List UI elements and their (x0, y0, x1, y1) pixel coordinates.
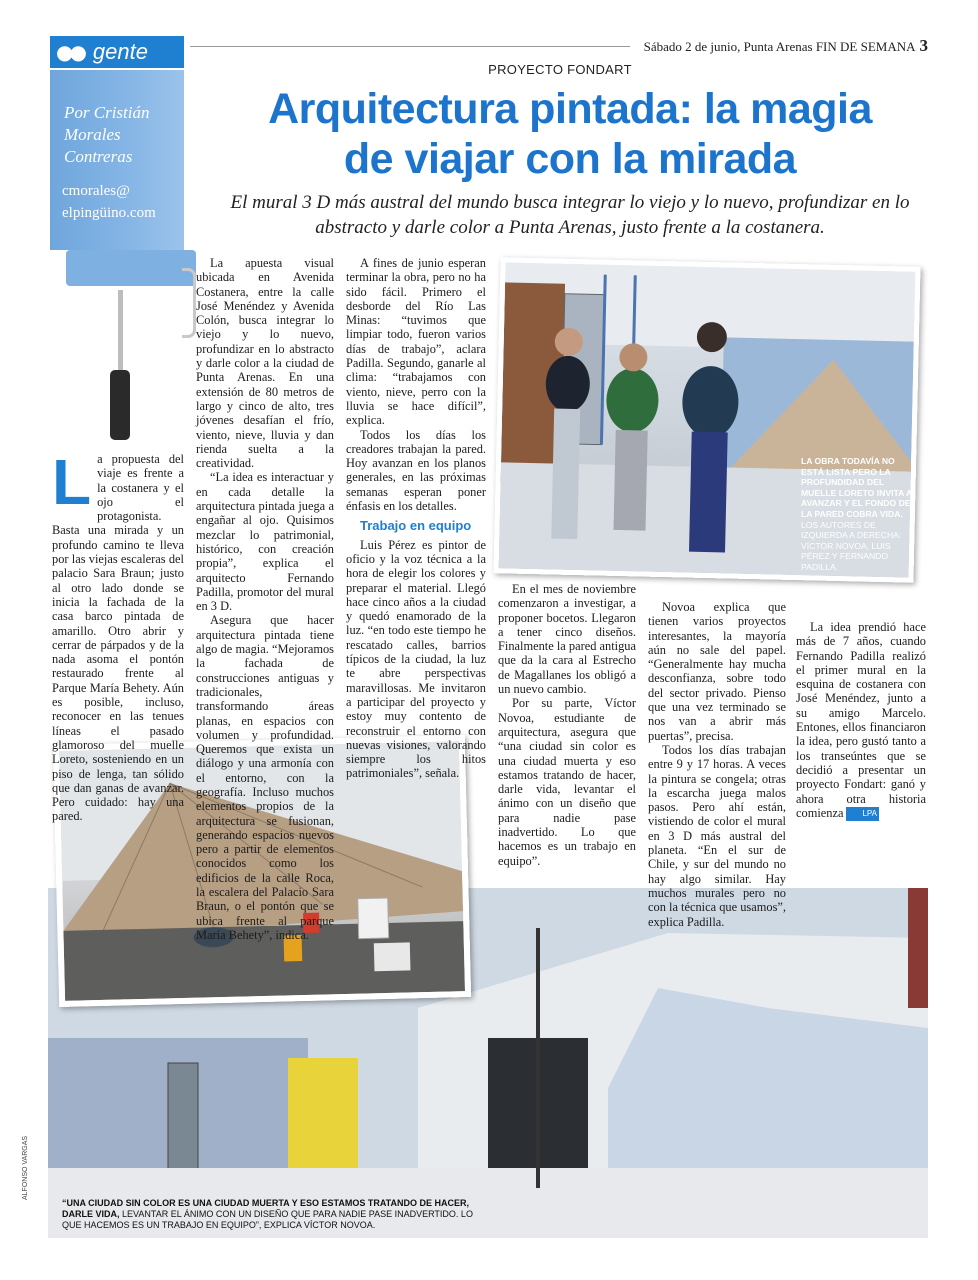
paint-roller-frame (182, 268, 196, 338)
byline-author: Por Cristián Morales Contreras (64, 103, 150, 166)
body-column-6 (796, 620, 926, 821)
paint-roller-rod (118, 290, 123, 370)
body-column-5 (648, 600, 786, 929)
headline-line-2: de viajar con la mirada (343, 135, 797, 183)
date-text: Sábado 2 de junio, Punta Arenas FIN DE SEMANA (643, 39, 916, 54)
paragraph-12 (796, 620, 926, 821)
end-mark: LPA (846, 807, 879, 821)
email-domain: elpingüino.com (62, 205, 156, 221)
body-column-4 (498, 582, 636, 868)
byline-email[interactable] (62, 180, 156, 224)
paragraph-6: Todos los días los creadores trabajan la pared. Hoy avanzan en los planos generales, en las próximas semanas esperan poner énfasis en los detalles. (346, 427, 486, 514)
headline (205, 84, 935, 184)
caption-3-bold: “UNA CIUDAD SIN COLOR ES UNA CIUDAD MUERTA Y ESO ESTAMOS TRATANDO DE HACER, DARLE VIDA, (62, 1198, 470, 1219)
photo-credit: ALFONSO VARGAS (22, 1135, 29, 1200)
paragraph-1 (52, 446, 184, 824)
subhead: El mural 3 D más austral del mundo busca integrar lo viejo y lo nuevo, profundizar en lo abstracto y darle color a Punta Arenas, justo frente a la costanera. (230, 192, 910, 238)
kicker: PROYECTO FONDART (488, 62, 632, 77)
paragraph-11: Todos los días trabajan entre 9 y 17 horas. A veces la pintura se congela; otras la escarcha juega malos pasos. Pero ahí están, vistiendo de color el mural en 3 D más austral del planeta. “En el sur de Chile, y sur del mundo no hay algo similar. Hay muchos murales pero no con la técnica que usamos”, explica Padilla. (648, 742, 786, 929)
photo-mural-wall-caption (62, 1198, 492, 1231)
caption-1-rest: LOS AUTORES DE IZQUIERDA A DERECHA: VÍCTOR NOVOA, LUIS PÉREZ Y FERNANDO PADILLA. (801, 519, 902, 572)
paragraph-2: La apuesta visual ubicada en Avenida Costanera, entre la calle José Menéndez y Avenida Colón, busca integrar lo viejo y lo nuevo, profundizar en lo abstracto y darle color a la ciudad de Punta Arenas. En una extensión de 80 metros de largo y cinco de alto, tres jóvenes desafían el frío, viento, nieve, lluvia y dan rienda suelta a la creatividad. (196, 256, 334, 471)
byline-panel (50, 70, 184, 250)
section-subtitle: Trabajo en equipo (360, 518, 472, 534)
body-column-3 (346, 256, 486, 781)
paragraph-4: Asegura que hacer arquitectura pintada tiene algo de magia. “Mejoramos la fachada de construcciones antiguas y tradicionales, transformando áreas planas, en espacios con volumen y profundidad. Queremos que exista un diálogo y una armonía con el entorno, con la geografía. Incluso muchos elementos propios de la arquitectura se fusionan, generando espacios nuevos pero a partir de elementos conocidos como los edificios de la calle Roca, la escalera del Palacio Sara Braun, o el pontón que se ubica frente al parque María Behety”, indica. (196, 613, 334, 942)
photo-artists-caption (801, 456, 913, 573)
paragraph-3: “La idea es interactuar y en cada detalle la arquitectura pintada juega a engañar al ojo. Quisimos mezclar lo patrimonial, histórico, con creación propia”, explica el arquitecto Fernando Padilla, promotor del mural en 3 D. (196, 470, 334, 614)
body-column-1 (52, 446, 184, 824)
body-column-2 (196, 256, 334, 942)
email-user: cmorales@ (62, 183, 130, 199)
people-icon: ●● (56, 40, 83, 64)
section-label: gente (92, 39, 148, 64)
paragraph-12-text: La idea prendió hace más de 7 años, cuando Fernando Padilla realizó el primer mural en la esquina de costanera con José Menéndez, junto a su amigo Marcelo. Entones, ellos financiaron la idea, pero gustó tanto a los transeúntes que se decidió a presentar un proyecto Fondart: ganó y ahora otra historia comienza (796, 620, 926, 820)
paint-roller-handle (110, 370, 130, 440)
paragraph-1-text: a propuesta del viaje es frente a la costanera y el ojo el protagonista. Basta una mirada y un profundo camino te lleva por las viejas escaleras del palacio Sara Braun; justo al otro lado donde se inicia la fachada de la casa barco pintada de amarillo. Otro abrir y cerrar de párpados y de la nada asoma el pontón restaurado frente al Parque María Behety. Aún es posible, incluso, reconocer en las tenues líneas el pasado glamoroso del muelle Loreto, sosteniendo en un piso de lenga, tan sólido que dan ganas de avanzar. Pero cuidado: hay una pared. (52, 452, 184, 824)
paragraph-5: A fines de junio esperan terminar la obra, pero no ha sido fácil. Primero el desborde del Río Las Minas: “tuvimos que limpiar todo, fueron varios días de trabajo”, aclara Padilla. Segundo, ganarle al clima: “trabajamos con viento, nieve, perro con la lluvia se hace difícil”, explica. (346, 256, 486, 428)
date-line (644, 36, 928, 56)
paragraph-9: Por su parte, Víctor Novoa, estudiante de arquitectura, asegura que “una ciudad sin color es una ciudad muerta y eso estamos tratando de hacer, darle vida, levantar el ánimo con un diseño que para nadie pase inadvertido. Lo que hacemos es un trabajo en equipo”. (498, 696, 636, 868)
headline-line-1: Arquitectura pintada: la magia (268, 85, 872, 133)
page-number: 3 (919, 36, 928, 55)
paragraph-8: En el mes de noviembre comenzaron a investigar, a proponer bocetos. Llegaron a tener cinco diseños. Finalmente la pared antigua que da la cara al Estrecho de Magallanes los obligó a un nuevo cambio. (498, 582, 636, 697)
paragraph-7: Luis Pérez es pintor de oficio y la voz técnica a la hora de elegir los colores y preparar el material. Llegó hace cinco años a la ciudad y quedó enamorado de la luz. “en todo este tiempo he rescatado calles, barrios típicos de la ciudad, la luz te abre perspectivas maravillosas. Me invitaron a participar del proyecto y estoy muy contento de reconstruir el entorno con nuevas visiones, valorando siempre los hitos patrimoniales”, señala. (346, 537, 486, 781)
paint-roller-icon (66, 250, 196, 286)
caption-1-bold: LA OBRA TODAVÍA NO ESTÁ LISTA PERO LA PROFUNDIDAD DEL MUELLE LORETO INVITA A AVANZAR Y EL FONDO DE LA PARED COBRA VIDA. (801, 456, 912, 519)
paragraph-10: Novoa explica que tienen varios proyectos interesantes, la mayoría aún no sale del papel. “Generalmente hay mucha desconfianza, sobre todo del sector privado. Pienso que una vez terminado se nos van a abrir más puertas”, precisa. (648, 600, 786, 743)
section-tag (50, 36, 184, 68)
dropcap: L (52, 446, 92, 518)
header-rule (190, 46, 630, 47)
caption-3-rest: LEVANTAR EL ÁNIMO CON UN DISEÑO QUE PARA NADIE PASE INADVERTIDO. LO QUE HACEMOS ES UN TRABAJO EN EQUIPO”, EXPLICA VÍCTOR NOVOA. (62, 1209, 473, 1230)
